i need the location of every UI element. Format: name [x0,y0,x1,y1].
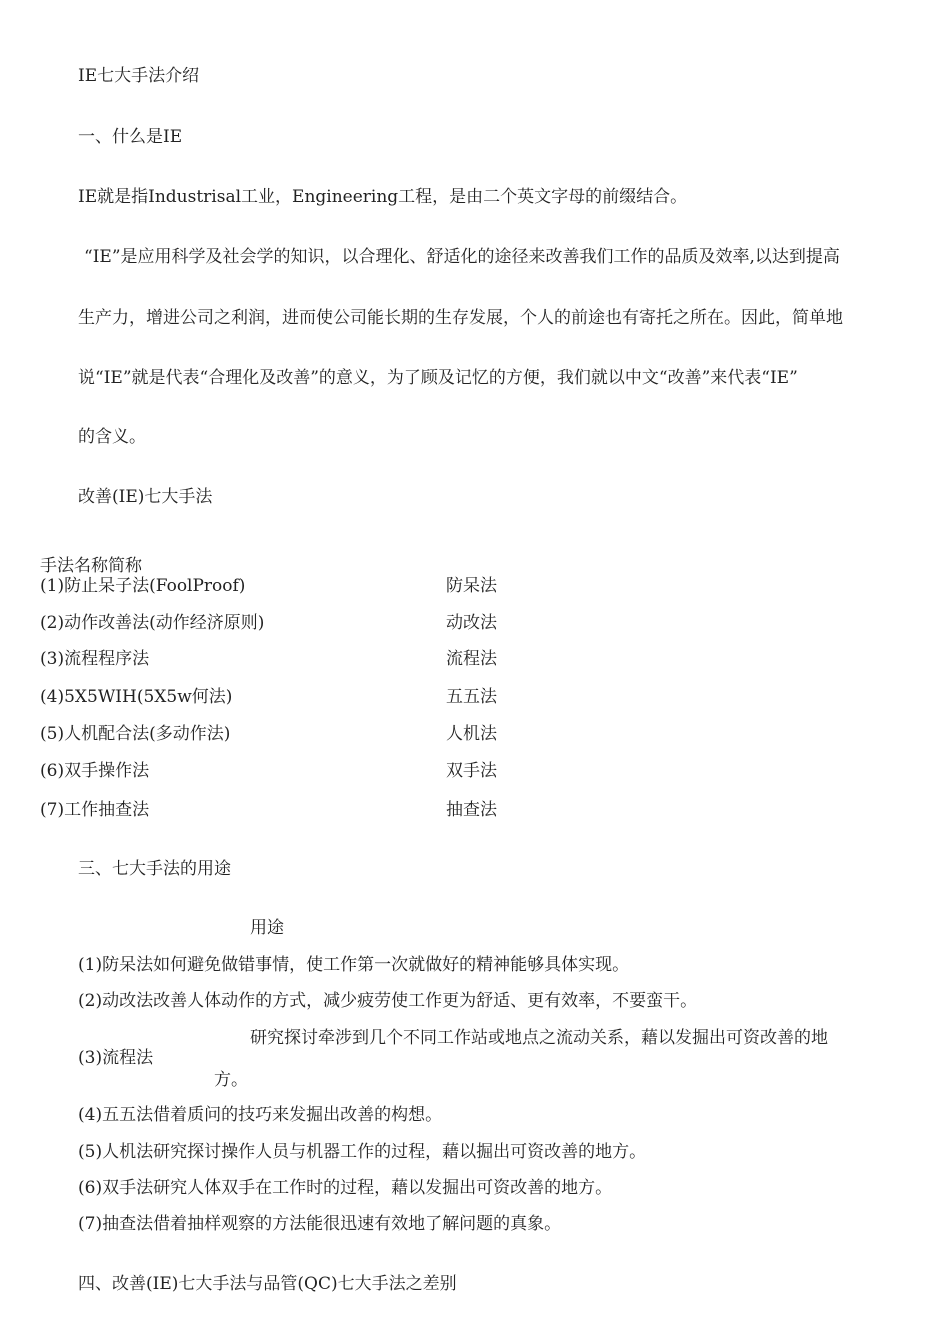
usage-item-label: (3)流程法 [78,1048,154,1068]
method-name: (4)5X5WIH(5X5w何法) [40,687,233,707]
method-name: (2)动作改善法(动作经济原则) [40,613,265,633]
ie-description-line-2: 生产力，增进公司之利润，进而使公司能长期的生存发展，个人的前途也有寄托之所在。因此，简单地 [78,308,843,328]
document-title: IE七大手法介绍 [78,66,200,86]
usage-item: (7)抽查法借着抽样观察的方法能很迅速有效地了解问题的真象。 [78,1214,562,1234]
ie-definition: IE就是指Industrisal工业，Engineering工程，是由二个英文字母的前缀结合。 [78,187,688,207]
section-2-heading: 改善(IE)七大手法 [78,487,213,507]
usage-item: (5)人机法研究探讨操作人员与机器工作的过程，藉以掘出可资改善的地方。 [78,1142,647,1162]
method-name: (5)人机配合法(多动作法) [40,724,231,744]
ie-description-line-1: “IE”是应用科学及社会学的知识，以合理化、舒适化的途径来改善我们工作的品质及效率,以达到提高 [84,247,840,267]
usage-column-header: 用途 [250,918,284,938]
usage-item: (2)动改法改善人体动作的方式，减少疲劳使工作更为舒适、更有效率，不要蛮干。 [78,991,698,1011]
section-1-heading: 一、什么是IE [78,127,183,147]
ie-description-line-3: 说“IE”就是代表“合理化及改善”的意义，为了顾及记忆的方便，我们就以中文“改善”来代表“IE” [78,368,798,388]
section-4-heading: 四、改善(IE)七大手法与品管(QC)七大手法之差别 [78,1274,457,1294]
method-name: (3)流程程序法 [40,649,150,669]
method-name: (7)工作抽查法 [40,800,150,820]
method-abbr: 防呆法 [446,576,497,596]
method-abbr: 五五法 [446,687,497,707]
method-name: (6)双手操作法 [40,761,150,781]
usage-item: (6)双手法研究人体双手在工作时的过程，藉以发掘出可资改善的地方。 [78,1178,613,1198]
section-3-heading: 三、七大手法的用途 [78,859,231,879]
methods-table-header: 手法名称简称 [40,556,142,576]
method-abbr: 人机法 [446,724,497,744]
method-abbr: 动改法 [446,613,497,633]
usage-item: (1)防呆法如何避免做错事情，使工作第一次就做好的精神能够具体实现。 [78,955,630,975]
usage-item: (4)五五法借着质问的技巧来发掘出改善的构想。 [78,1105,443,1125]
method-abbr: 流程法 [446,649,497,669]
method-abbr: 抽查法 [446,800,497,820]
ie-description-line-4: 的含义。 [78,427,146,447]
method-abbr: 双手法 [446,761,497,781]
usage-item-text: 研究探讨牵涉到几个不同工作站或地点之流动关系，藉以发掘出可资改善的地 [250,1028,828,1048]
method-name: (1)防止呆子法(FoolProof) [40,576,246,596]
usage-item-text-continued: 方。 [214,1070,248,1090]
